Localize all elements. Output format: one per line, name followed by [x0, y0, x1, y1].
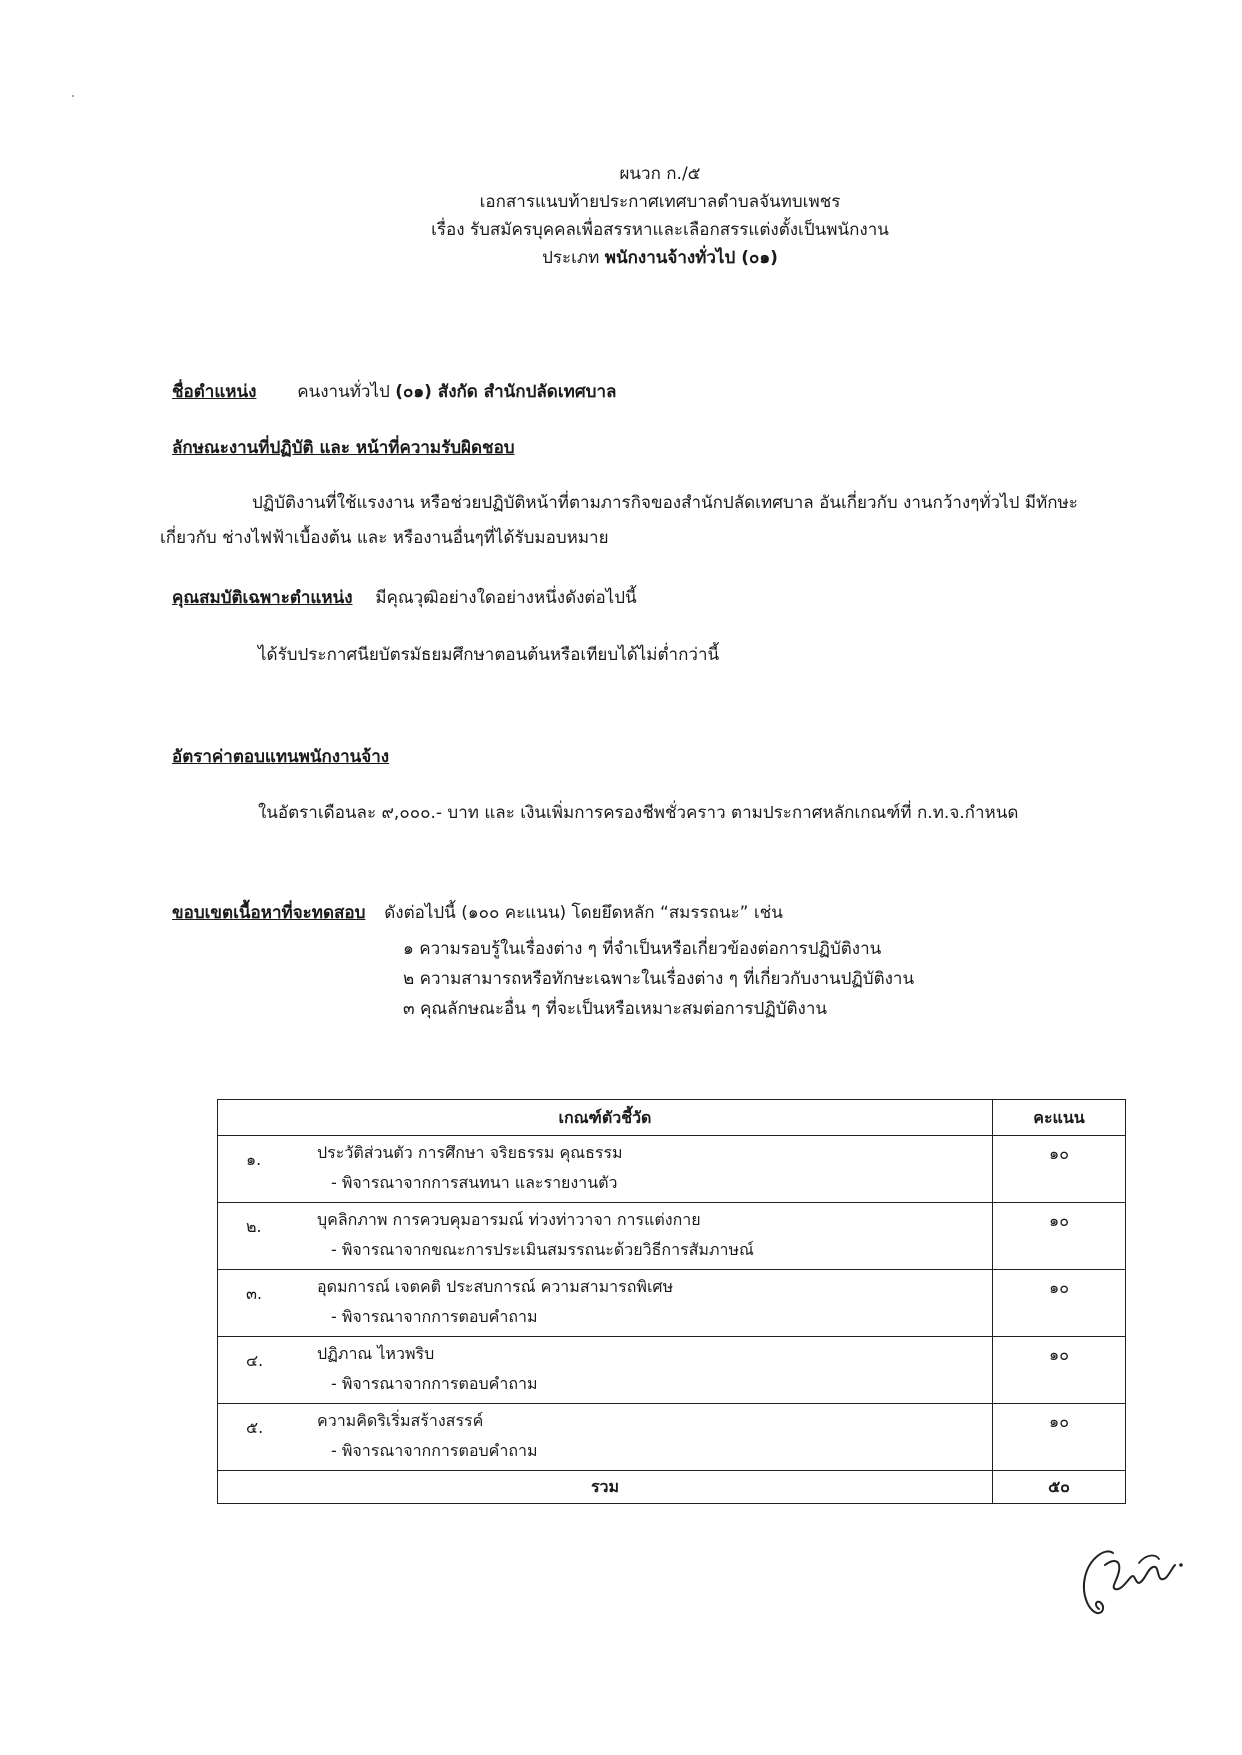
- position-value: คนงานทั่วไป: [297, 382, 390, 402]
- position-label: ชื่อตำแหน่ง: [172, 382, 257, 402]
- row-title: ปฏิภาณ ไหวพริบ: [317, 1344, 435, 1363]
- header-subject-line: [300, 216, 1020, 244]
- table-row: [218, 1270, 1126, 1337]
- row-title: อุดมการณ์ เจตคติ ประสบการณ์ ความสามารถพิเศษ: [317, 1277, 674, 1296]
- table-row: [218, 1404, 1126, 1471]
- scope-item-2: ๒ ความสามารถหรือทักษะเฉพาะในเรื่องต่าง ๆ ที่เกี่ยวกับงานปฏิบัติงาน: [403, 969, 915, 989]
- criteria-column-header: เกณฑ์ตัวชี้วัด: [218, 1100, 993, 1136]
- duties-heading: [172, 435, 515, 461]
- row-detail: - พิจารณาจากการตอบคำถาม: [331, 1374, 538, 1393]
- row-detail: - พิจารณาจากขณะการประเมินสมรรถนะด้วยวิธีการสัมภาษณ์: [331, 1240, 754, 1259]
- row-criteria: [297, 1270, 993, 1337]
- type-value: พนักงานจ้างทั่วไป (๐๑): [604, 248, 778, 268]
- scan-speck: [72, 95, 74, 97]
- row-criteria: [297, 1404, 993, 1471]
- total-label: รวม: [218, 1471, 993, 1504]
- criteria-table-header: [218, 1100, 1126, 1136]
- row-number: ๔.: [218, 1337, 298, 1404]
- scope-line: [172, 900, 783, 926]
- position-line: [172, 379, 616, 405]
- handwritten-signature: [1075, 1525, 1190, 1625]
- row-number: ๑.: [218, 1136, 298, 1203]
- position-value-bold: (๐๑) สังกัด สำนักปลัดเทศบาล: [395, 382, 617, 402]
- row-detail: - พิจารณาจากการสนทนา และรายงานตัว: [331, 1173, 618, 1192]
- table-row: [218, 1136, 1126, 1203]
- compensation-heading: [172, 744, 389, 770]
- row-criteria: [297, 1203, 993, 1270]
- scope-item-3: ๓ คุณลักษณะอื่น ๆ ที่จะเป็นหรือเหมาะสมต่อการปฏิบัติงาน: [403, 999, 828, 1019]
- row-title: บุคลิกภาพ การควบคุมอารมณ์ ท่วงท่าวาจา การแต่งกาย: [317, 1210, 701, 1229]
- qualification-item: ได้รับประกาศนียบัตรมัธยมศึกษาตอนต้นหรือเทียบได้ไม่ต่ำกว่านี้: [258, 645, 720, 665]
- qualifications-heading: คุณสมบัติเฉพาะตำแหน่ง: [172, 588, 353, 608]
- total-score: ๕๐: [993, 1471, 1126, 1504]
- qualifications-intro: มีคุณวุฒิอย่างใดอย่างหนึ่งดังต่อไปนี้: [375, 588, 637, 608]
- row-criteria: [297, 1136, 993, 1203]
- qualifications-line: [172, 585, 637, 611]
- row-number: ๕.: [218, 1404, 298, 1471]
- scope-heading: ขอบเขตเนื้อหาที่จะทดสอบ: [172, 903, 366, 923]
- row-detail: - พิจารณาจากการตอบคำถาม: [331, 1441, 538, 1460]
- row-score: ๑๐: [993, 1404, 1126, 1471]
- row-title: ประวัติส่วนตัว การศึกษา จริยธรรม คุณธรรม: [317, 1143, 623, 1162]
- document-header: [300, 160, 1020, 272]
- annex-label: ผนวก ก./๕: [619, 164, 701, 184]
- table-row: [218, 1203, 1126, 1270]
- scope-intro: ดังต่อไปนี้ (๑๐๐ คะแนน) โดยยึดหลัก “สมรรถนะ” เช่น: [384, 903, 783, 923]
- duties-line-2: เกี่ยวกับ ช่างไฟฟ้าเบื้องต้น และ หรืองานอื่นๆที่ได้รับมอบหมาย: [160, 528, 609, 548]
- row-score: ๑๐: [993, 1337, 1126, 1404]
- score-column-header: คะแนน: [993, 1100, 1126, 1136]
- row-score: ๑๐: [993, 1270, 1126, 1337]
- criteria-table: [217, 1099, 1126, 1504]
- row-criteria: [297, 1337, 993, 1404]
- row-score: ๑๐: [993, 1203, 1126, 1270]
- scope-item-1: ๑ ความรอบรู้ในเรื่องต่าง ๆ ที่จำเป็นหรือเกี่ยวข้องต่อการปฏิบัติงาน: [403, 939, 882, 959]
- row-number: ๒.: [218, 1203, 298, 1270]
- duties-heading-text: ลักษณะงานที่ปฏิบัติ และ หน้าที่ความรับผิดชอบ: [172, 438, 515, 458]
- compensation-text: ในอัตราเดือนละ ๙,๐๐๐.- บาท และ เงินเพิ่มการครองชีพชั่วคราว ตามประกาศหลักเกณฑ์ที่ ก.ท.จ.กำหนด: [258, 803, 1019, 823]
- subject-text: รับสมัครบุคคลเพื่อสรรหาและเลือกสรรแต่งตั้งเป็นพนักงาน: [469, 220, 889, 240]
- subject-label: เรื่อง: [431, 220, 465, 240]
- header-type-line: [300, 244, 1020, 272]
- duties-line-1: ปฏิบัติงานที่ใช้แรงงาน หรือช่วยปฏิบัติหน้าที่ตามภารกิจของสำนักปลัดเทศบาล อันเกี่ยวกับ งานกว้างๆทั่วไป มีทักษะ: [252, 493, 1078, 513]
- table-row: [218, 1337, 1126, 1404]
- compensation-heading-text: อัตราค่าตอบแทนพนักงานจ้าง: [172, 747, 390, 767]
- type-label: ประเภท: [542, 248, 600, 268]
- row-score: ๑๐: [993, 1136, 1126, 1203]
- total-row: [218, 1471, 1126, 1504]
- row-detail: - พิจารณาจากการตอบคำถาม: [331, 1307, 538, 1326]
- row-number: ๓.: [218, 1270, 298, 1337]
- header-line-1: เอกสารแนบท้ายประกาศเทศบาลตำบลจันทบเพชร: [479, 192, 841, 212]
- row-title: ความคิดริเริ่มสร้างสรรค์: [317, 1411, 484, 1430]
